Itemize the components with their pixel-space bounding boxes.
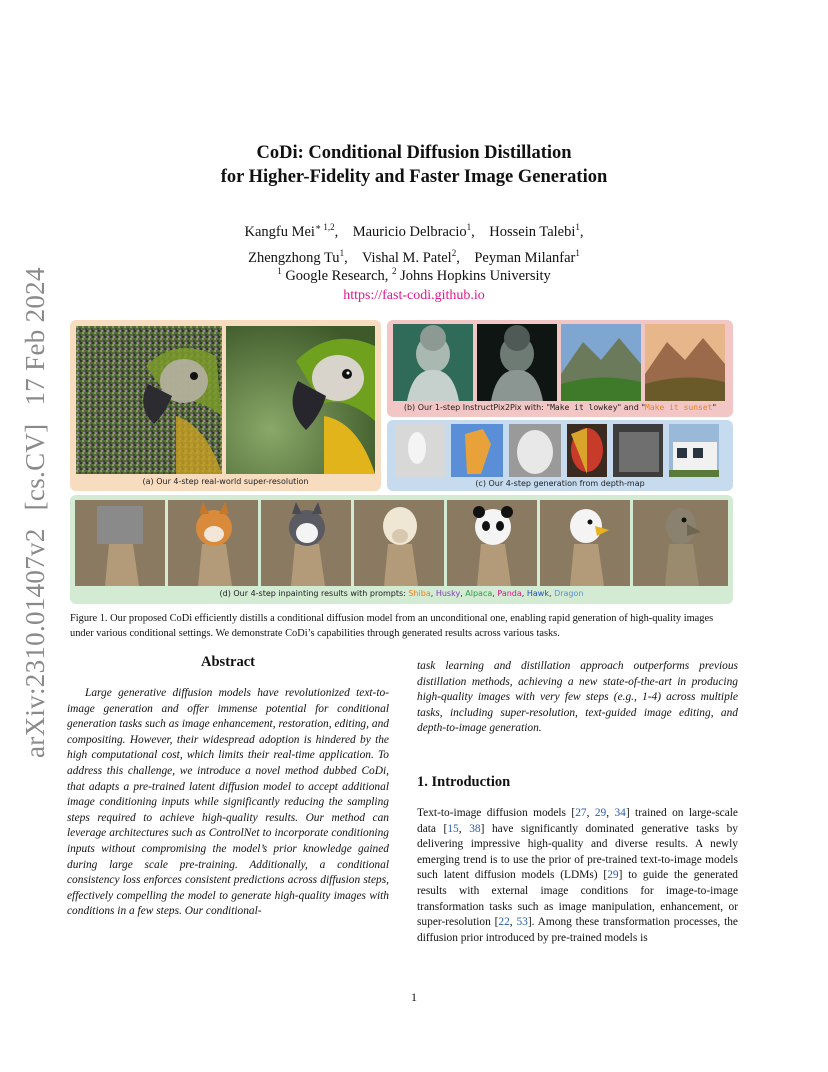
citation-link[interactable]: 29: [607, 869, 619, 882]
citation-link[interactable]: 38: [469, 822, 481, 835]
citation-link[interactable]: 15: [447, 822, 459, 835]
prompt-panda: Panda: [497, 589, 522, 598]
mountain-sunset-image: [645, 324, 725, 401]
citation-link[interactable]: 27: [575, 807, 587, 819]
section-heading: 1. Introduction: [417, 774, 511, 790]
citation-link[interactable]: 34: [614, 807, 626, 819]
author-name: Kangfu Mei: [244, 223, 315, 240]
prompt-shiba: Shiba: [408, 589, 431, 598]
title-line-2: for Higher-Fidelity and Faster Image Generation: [220, 167, 608, 187]
arxiv-date: 17 Feb 2024: [20, 267, 50, 406]
figure-caption: Figure 1. Our proposed CoDi efficiently distills a conditional diffusion model from an unconditional one, enabling rapid generation of high-quality images under various conditional settings. We demonstrate CoDi’s capabilities through generated results across various tasks.: [70, 613, 714, 639]
depth-generation-strip: [395, 424, 719, 477]
meerkat-masked: [75, 500, 165, 586]
meerkat-dragon: [633, 500, 728, 586]
mountain-original-image: [561, 324, 641, 401]
citation-link[interactable]: 29: [594, 807, 607, 819]
noisy-parrot-image: [76, 326, 222, 474]
author-list: Kangfu Mei$^{∗ 1,2}$, Mauricio Delbracio$^1$, Hossein Talebi$^1$, Zhengzhong Tu$^1$, Vishal M. Patel$^2$, Peyman Milanfar$^1$: [244, 222, 584, 266]
author-name: Vishal M. Patel: [361, 249, 452, 266]
project-link[interactable]: https://fast-codi.github.io: [343, 288, 485, 303]
caption-c: (c) Our 4-step generation from depth-map: [475, 479, 645, 488]
panel-depth-to-image: [387, 420, 733, 491]
caption-b: (b) Our 1-step InstructPix2Pix with: "Make it lowkey" and "Make it sunset": [403, 403, 717, 412]
panel-super-resolution: [70, 320, 381, 491]
page-number: 1: [411, 990, 417, 1004]
buddha-original-image: [393, 324, 473, 401]
author-name: Mauricio Delbracio: [352, 223, 467, 240]
prompt-alpaca: Alpaca: [465, 589, 493, 598]
citation-link[interactable]: 22: [498, 916, 510, 929]
panel-instruct-pix2pix: [387, 320, 733, 417]
intro-paragraph: Text-to-image diffusion models [27, 29, 34] trained on large-scale data [15, 38] have significantly dominated generative tasks by delivering impressive high-quality and diverse results. A newly emerging trend is to use the prior of pre-trained text-to-image models such latent diffusion models (LDMs) [29] to guide the generated results with external image conditions for image-to-image transformation tasks such as image manipulation, enhancement, or super-resolution [22, 53]. Among these transformation processes, the diffusion prior introduced by pre-trained models is: [417, 807, 738, 944]
meerkat-alpaca: [354, 500, 444, 586]
paper-title: [0, 141, 828, 189]
buddha-lowkey-image: [477, 324, 557, 401]
prompt-husky: Husky: [435, 589, 461, 598]
caption-d: (d) Our 4-step inpainting results with prompts: Shiba, Husky, Alpaca, Panda, Hawk, Dragon: [219, 589, 584, 598]
prompt-hawk: Hawk: [526, 589, 549, 598]
arxiv-category: [cs.CV]: [20, 423, 50, 511]
prompt-lowkey: Make it lowkey: [550, 403, 618, 412]
restored-parrot-image: [226, 326, 375, 474]
meerkat-shiba: [168, 500, 258, 586]
author-name: Hossein Talebi: [489, 223, 576, 240]
citation-link[interactable]: 53: [516, 916, 528, 929]
abstract-heading: Abstract: [201, 654, 255, 670]
panel-inpainting: [70, 495, 733, 604]
meerkat-husky: [261, 500, 351, 586]
abstract-text: Large generative diffusion models have revolutionized text-to-image generation and offer immense potential for conditional generation tasks such as image enhancement, restoration, editing, and compositing. However, their widespread adoption is hindered by the high computational cost, which limits their real-time application. To address this challenge, we introduce a novel method dubbed CoDi, that adapts a pre-trained latent diffusion model to accept additional image conditioning inputs while significantly reducing the sampling steps required to achieve high-quality results. Our method can leverage architectures such as ControlNet to incorporate conditioning inputs without compromising the model’s prior knowledge gained during large scale pre-training. Additionally, a conditional consistency loss enforces consistent predictions across diffusion steps, effectively compelling the model to generate high-quality images with conditions in a few steps. Our conditional-: [67, 687, 389, 918]
author-name: Zhengzhong Tu: [248, 249, 340, 266]
arxiv-stamp: [20, 249, 51, 758]
prompt-sunset: Make it sunset: [645, 403, 713, 412]
title-line-1: CoDi: Conditional Diffusion Distillation: [256, 143, 572, 163]
abstract-continued: task learning and distillation approach outperforms previous distillation methods, achieving a new state-of-the-art in producing high-quality images with very few steps (e.g., 1-4) across multiple tasks, including super-resolution, text-guided image editing, and depth-to-image generation.: [417, 660, 738, 735]
inpainting-strip: [75, 500, 728, 586]
author-name: Peyman Milanfar: [474, 249, 576, 266]
affiliations: $^1$ Google Research, $^2$ Johns Hopkins University: [277, 266, 551, 284]
meerkat-hawk: [540, 500, 630, 586]
prompt-dragon: Dragon: [554, 589, 584, 598]
meerkat-panda: [447, 500, 537, 586]
caption-a: (a) Our 4-step real-world super-resolution: [142, 477, 309, 486]
arxiv-id: arXiv:2310.01407v2: [20, 528, 50, 758]
